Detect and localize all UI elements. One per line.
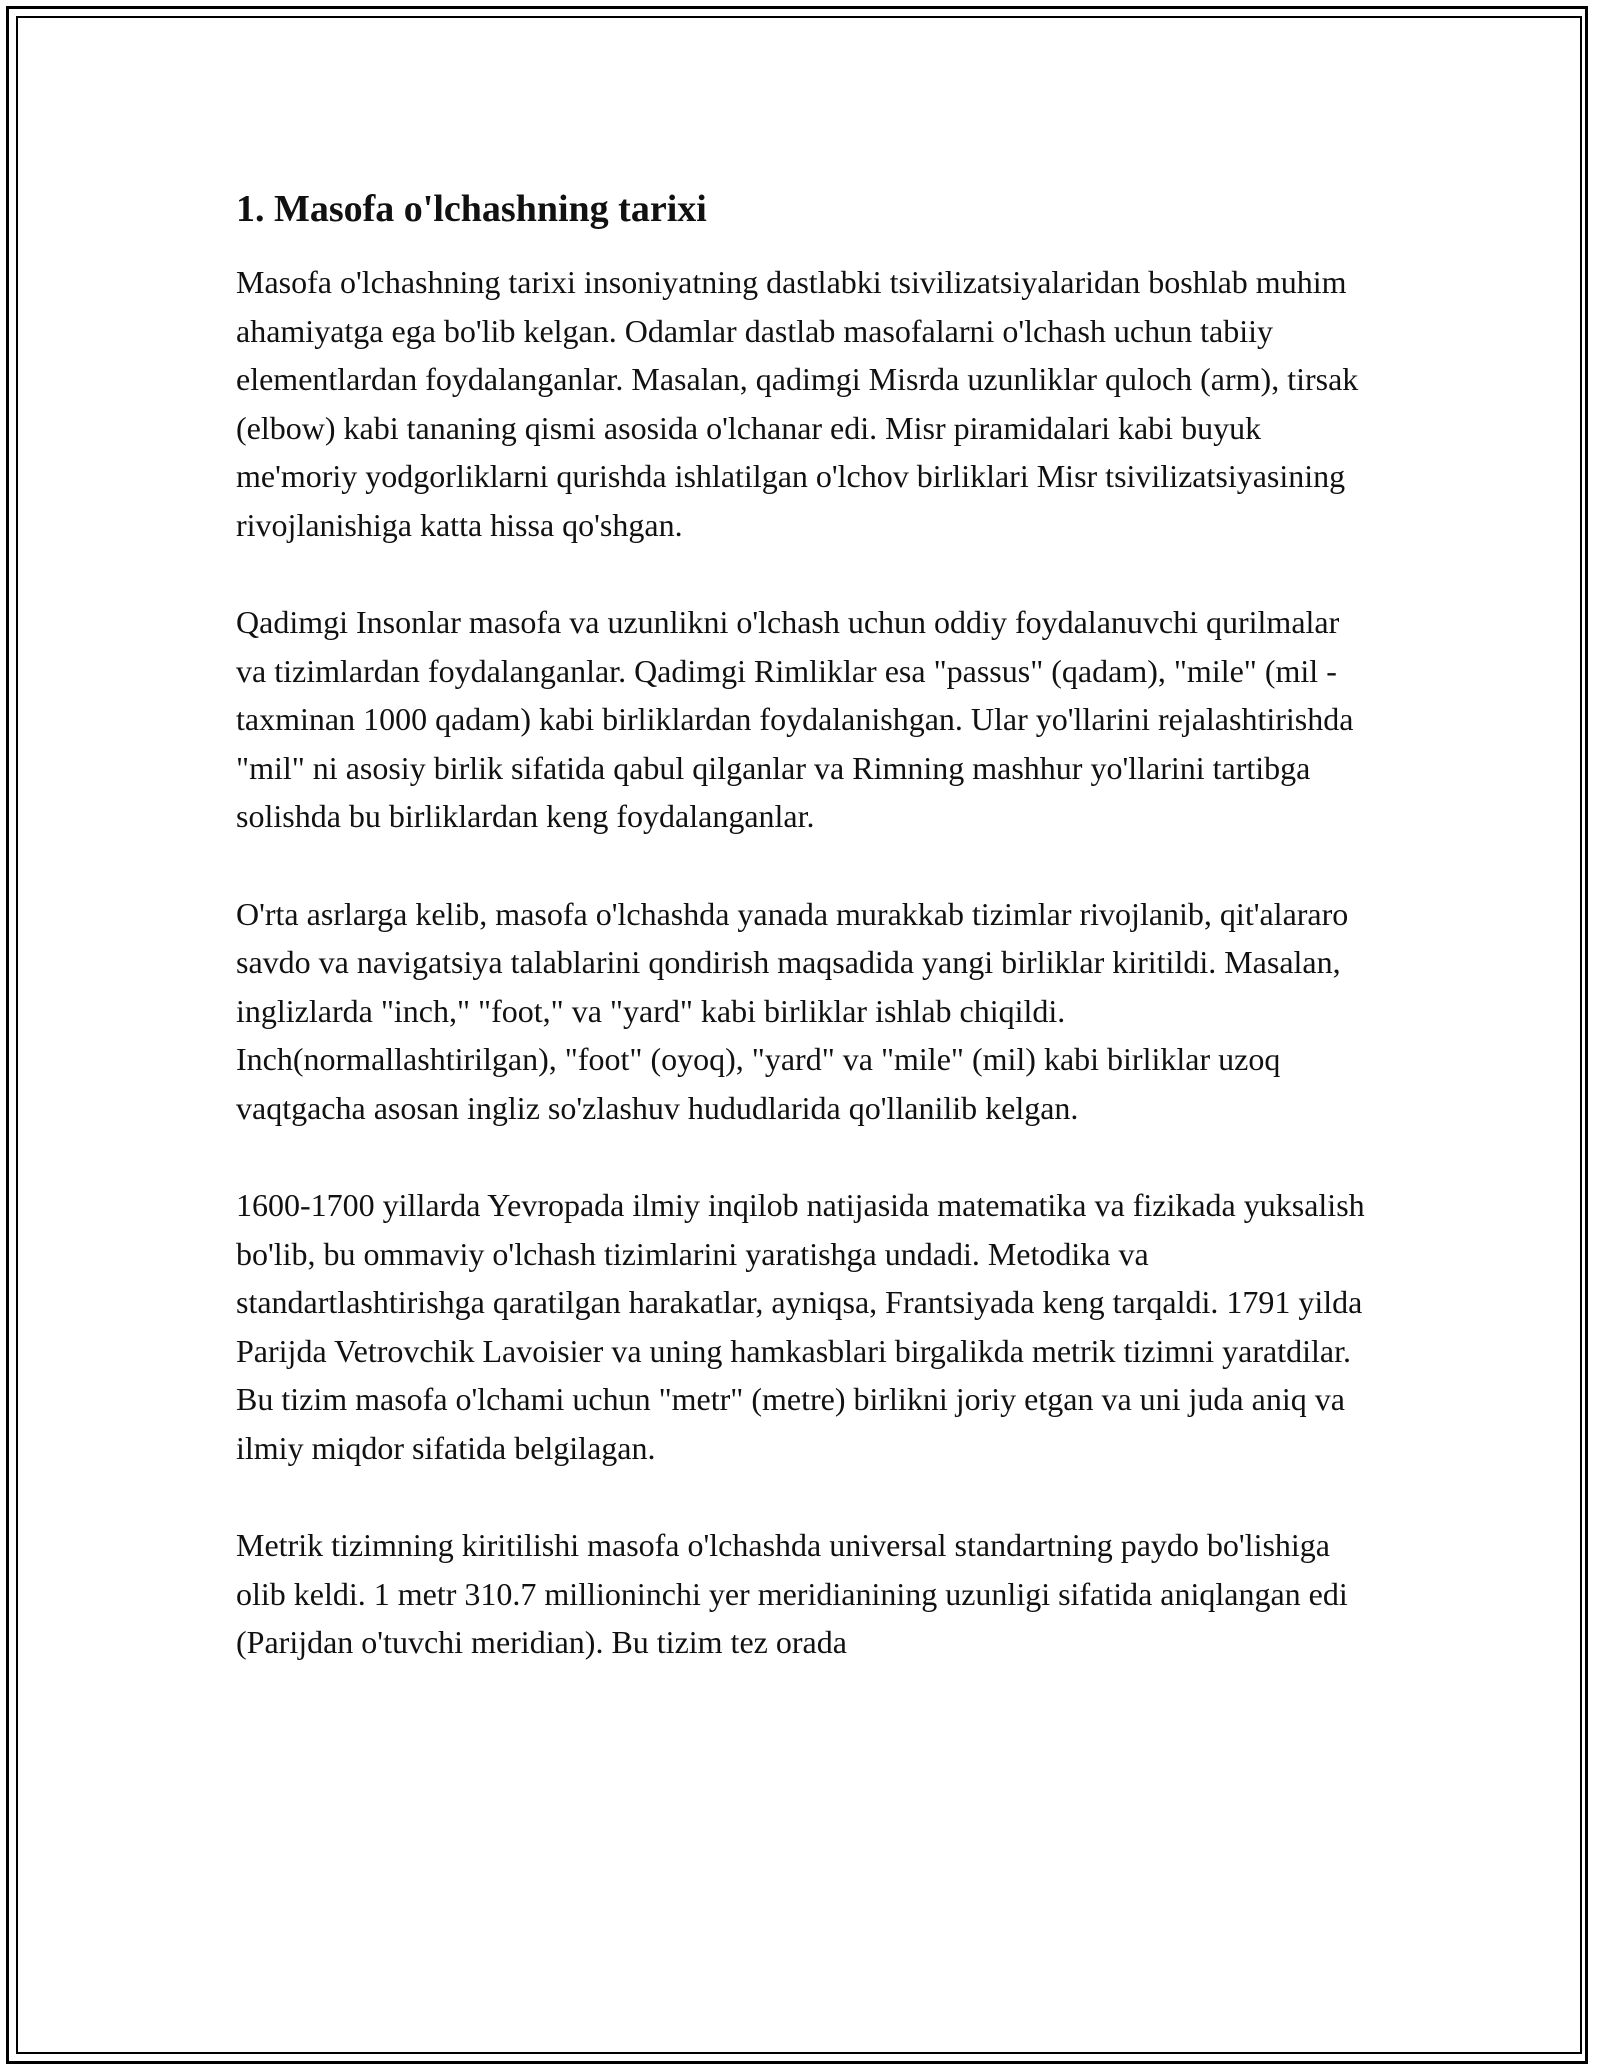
document-body [236, 186, 1376, 1667]
paragraph-1: Masofa o'lchashning tarixi insoniyatning dastlabki tsivilizatsiyalaridan boshlab muhim ahamiyatga ega bo'lib kelgan. Odamlar dastlab masofalarni o'lchash uchun tabiiy elementlardan foydalanganlar. Masalan, qadimgi Misrda uzunliklar quloch (arm), tirsak (elbow) kabi tananing qismi asosida o'lchanar edi. Misr piramidalari kabi buyuk me'moriy yodgorliklarni qurishda ishlatilgan o'lchov birliklari Misr tsivilizatsiyasining rivojlanishiga katta hissa qo'shgan. [236, 264, 1359, 543]
paragraph-2: Qadimgi Insonlar masofa va uzunlikni o'lchash uchun oddiy foydalanuvchi qurilmalar va tizimlardan foydalanganlar. Qadimgi Rimliklar esa "passus" (qadam), "mile" (mil - taxminan 1000 qadam) kabi birliklardan foydalanishgan. Ular yo'llarini rejalashtirishda "mil" ni asosiy birlik sifatida qabul qilganlar va Rimning mashhur yo'llarini tartibga solishda bu birliklardan keng foydalanganlar. [236, 604, 1354, 834]
paragraph-4: 1600-1700 yillarda Yevropada ilmiy inqilob natijasida matematika va fizikada yuksalish bo'lib, bu ommaviy o'lchash tizimlarini yaratishga undadi. Metodika va standartlashtirishga qaratilgan harakatlar, ayniqsa, Frantsiyada keng tarqaldi. 1791 yilda Parijda Vetrovchik Lavoisier va uning hamkasblari birgalikda metrik tizimni yaratdilar. Bu tizim masofa o'lchami uchun "metr" (metre) birlikni joriy etgan va uni juda aniq va ilmiy miqdor sifatida belgilagan. [236, 1187, 1365, 1466]
section-heading: 1. Masofa o'lchashning tarixi [236, 188, 707, 230]
paragraph-5: Metrik tizimning kiritilishi masofa o'lchashda universal standartning paydo bo'lishiga olib keldi. 1 metr 310.7 millioninchi yer meridianining uzunligi sifatida aniqlangan edi (Parijdan o'tuvchi meridian). Bu tizim tez orada [236, 1527, 1348, 1660]
paragraph-3: O'rta asrlarga kelib, masofa o'lchashda yanada murakkab tizimlar rivojlanib, qit'alararo savdo va navigatsiya talablarini qondirish maqsadida yangi birliklar kiritildi. Masalan, inglizlarda "inch," "foot," va "yard" kabi birliklar ishlab chiqildi. Inch(normallashtirilgan), "foot" (oyoq), "yard" va "mile" (mil) kabi birliklar uzoq vaqtgacha asosan ingliz so'zlashuv hududlarida qo'llanilib kelgan. [236, 895, 1349, 1126]
